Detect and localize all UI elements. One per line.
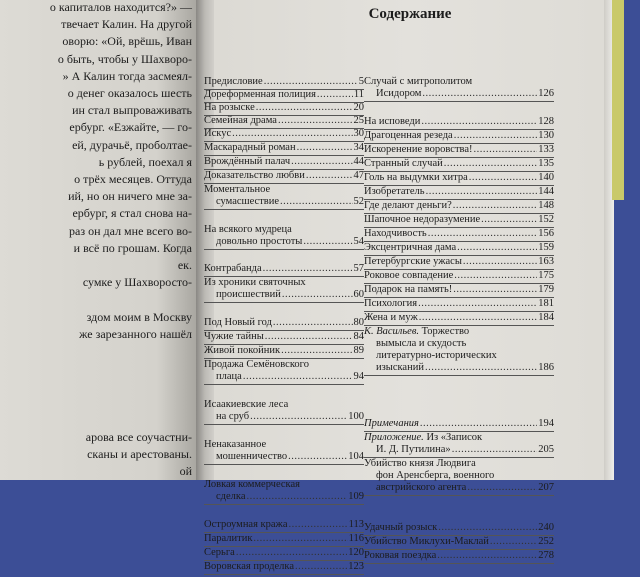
left-page-line: » А Калин тогда засмеял- xyxy=(62,68,192,83)
toc-page-number: 156 xyxy=(538,228,554,239)
toc-page-number: 113 xyxy=(348,519,364,530)
left-page-line: оворю: «Ой, врёшь, Иван xyxy=(62,34,192,49)
toc-entry-title: Психология xyxy=(364,298,418,309)
toc-entry-title: Случай с митрополитом xyxy=(364,76,473,87)
left-page-line: твечает Калин. На другой xyxy=(61,17,192,32)
toc-page-number: 144 xyxy=(538,186,554,197)
toc-page-number: 94 xyxy=(353,371,364,382)
toc-page-number: 116 xyxy=(348,533,364,544)
toc-entry-title: Врождённый палач xyxy=(204,156,291,167)
toc-entry-title: Предисловие xyxy=(204,76,263,87)
toc-leader-dots xyxy=(420,418,537,430)
toc-entry-title: Под Новый год xyxy=(204,317,272,328)
left-page-line: ь рублей, поехал я xyxy=(98,154,192,169)
toc-page-number: 84 xyxy=(353,331,364,342)
toc-entry-title: литературно-исторических xyxy=(376,350,497,361)
toc-entry xyxy=(204,224,364,252)
toc-page-number: 205 xyxy=(538,444,554,455)
toc-page-number: 252 xyxy=(538,536,554,547)
toc-entry-title: Остроумная кража xyxy=(204,519,288,530)
left-page-line: о капиталов находится?» — xyxy=(49,0,192,14)
toc-entry-author: Приложение. xyxy=(364,432,424,443)
toc-entry-title: Искоренение воровства! xyxy=(364,144,473,155)
toc-leader-dots xyxy=(421,116,537,128)
toc-entry-title: Голь на выдумки хитра xyxy=(364,172,468,183)
toc-entry-title: Шапочное недоразумение xyxy=(364,214,481,225)
toc-entry-title: Убийство Миклухи-Маклай xyxy=(364,536,489,547)
toc-entry-title: Живой покойник xyxy=(204,345,281,356)
toc-page-number: 130 xyxy=(538,130,554,141)
toc-underline xyxy=(204,302,364,303)
toc-entry-title: Эксцентричная дама xyxy=(364,242,457,253)
toc-entry-title: мошенничество xyxy=(216,451,288,462)
toc-page-number: 163 xyxy=(538,256,554,267)
toc-leader-dots xyxy=(474,144,538,156)
left-page-line: о трёх месяцев. Оттуда xyxy=(74,172,192,186)
toc-leader-dots xyxy=(418,298,537,310)
toc-page-number: 135 xyxy=(538,158,554,169)
toc-page-number: 20 xyxy=(353,102,364,113)
toc-page-number: 133 xyxy=(538,144,554,155)
toc-entry-title: Из «Записок xyxy=(426,432,483,443)
toc-leader-dots xyxy=(481,214,537,226)
toc-leader-dots xyxy=(264,76,358,88)
toc-entry-title: Исидором xyxy=(376,88,422,99)
toc-entry-title: Удачный розыск xyxy=(364,522,438,533)
toc-leader-dots xyxy=(250,411,347,423)
toc-entry-title: Где делают деньги? xyxy=(364,200,452,211)
toc-entry-title: происшествий xyxy=(216,289,281,300)
toc-leader-dots xyxy=(422,88,537,100)
yellow-book-cover xyxy=(612,0,624,200)
toc-leader-dots xyxy=(288,519,347,531)
toc-entry-title: Роковая поездка xyxy=(364,550,437,561)
toc-entry-title: Ненаказанное xyxy=(204,439,267,450)
toc-page-number: 186 xyxy=(538,362,554,373)
toc-entry-title: Воровская проделка xyxy=(204,561,295,572)
toc-entry xyxy=(204,479,364,507)
toc-page-number: 128 xyxy=(538,116,554,127)
toc-leader-dots xyxy=(306,170,353,182)
toc-page-number: 47 xyxy=(353,170,364,181)
toc-leader-dots xyxy=(454,130,538,142)
toc-entry-title: Чужие тайны xyxy=(204,331,264,342)
toc-entry-title: Паралитик xyxy=(204,533,253,544)
toc-leader-dots xyxy=(263,263,353,275)
toc-leader-dots xyxy=(425,362,537,374)
toc-entry-title: Моментальное xyxy=(204,184,271,195)
toc-leader-dots xyxy=(280,196,352,208)
toc-page-number: 60 xyxy=(353,289,364,300)
toc-leader-dots xyxy=(281,345,352,357)
toc-entry xyxy=(364,458,554,498)
toc-page-number: 152 xyxy=(538,214,554,225)
toc-leader-dots xyxy=(426,186,538,198)
toc-entry xyxy=(204,561,364,577)
toc-leader-dots xyxy=(303,236,352,248)
toc-entry-author: К. Васильев. xyxy=(364,326,419,337)
toc-page-number: 54 xyxy=(353,236,364,247)
left-page-line: ей, дурачьё, проболтае- xyxy=(72,137,192,152)
left-page-line: ек. xyxy=(177,258,192,272)
toc-page-number: 278 xyxy=(538,550,554,561)
toc-leader-dots xyxy=(243,371,353,383)
left-page xyxy=(0,0,196,480)
toc-underline xyxy=(204,574,364,575)
toc-entry-title: На исповеди xyxy=(364,116,421,127)
toc-entry-title: Убийство князя Людвига xyxy=(364,458,476,469)
toc-leader-dots xyxy=(463,256,537,268)
toc-leader-dots xyxy=(454,270,537,282)
toc-leader-dots xyxy=(457,242,537,254)
toc-entry-title: И. Д. Путилина» xyxy=(376,444,451,455)
right-page xyxy=(204,0,606,572)
toc-leader-dots xyxy=(444,158,538,170)
toc-leader-dots xyxy=(453,284,537,296)
toc-leader-dots xyxy=(438,522,537,534)
toc-entry-title: Драгоценная резеда xyxy=(364,130,453,141)
toc-page-number: 100 xyxy=(348,411,364,422)
toc-page-number: 11 xyxy=(353,89,364,100)
toc-page-number: 44 xyxy=(353,156,364,167)
toc-leader-dots xyxy=(469,172,537,184)
toc-entry-title: изысканий xyxy=(376,362,424,373)
toc-underline xyxy=(364,375,554,376)
toc-entry xyxy=(204,399,364,427)
toc-entry-title: Изобретатель xyxy=(364,186,425,197)
toc-leader-dots xyxy=(437,550,537,562)
toc-entry-title: Странный случай xyxy=(364,158,443,169)
toc-entry-title: Исаакиевские леса xyxy=(204,399,289,410)
toc-underline xyxy=(364,563,554,564)
toc-underline xyxy=(204,464,364,465)
toc-entry-title: Маскарадный роман xyxy=(204,142,296,153)
toc-entry xyxy=(364,550,554,566)
toc-entry-title: австрийского агента xyxy=(376,482,467,493)
left-page-line: здом моим в Москву xyxy=(86,309,192,324)
toc-underline xyxy=(364,495,554,496)
toc-entry-title: Из хроники святочных xyxy=(204,277,306,288)
toc-page-number: 179 xyxy=(538,284,554,295)
toc-leader-dots xyxy=(247,491,348,503)
toc-page-number: 159 xyxy=(538,242,554,253)
toc-page-number: 5 xyxy=(358,76,364,87)
toc-entry xyxy=(364,432,554,460)
toc-page-number: 184 xyxy=(538,312,554,323)
toc-entry-title: довольно простоты xyxy=(216,236,303,247)
toc-leader-dots xyxy=(278,115,353,127)
left-page-line: и всё по грошам. Когда xyxy=(73,240,192,255)
toc-leader-dots xyxy=(265,331,353,343)
toc-entry-title: Семейная драма xyxy=(204,115,277,126)
toc-underline xyxy=(364,101,554,102)
toc-entry-title: Серьга xyxy=(204,547,235,558)
toc-leader-dots xyxy=(232,128,352,140)
toc-page-number: 123 xyxy=(348,561,364,572)
page-title: Содержание xyxy=(368,6,452,22)
toc-entry xyxy=(364,326,554,378)
toc-page-number: 120 xyxy=(348,547,364,558)
toc-leader-dots xyxy=(236,547,347,559)
left-page-line: раз он дал мне всего во- xyxy=(69,223,192,238)
toc-entry-title: вымысла и скудость xyxy=(376,338,467,349)
toc-page-number: 52 xyxy=(353,196,364,207)
toc-entry xyxy=(364,76,554,104)
toc-entry-title: сделка xyxy=(216,491,246,502)
toc-entry-title: Петербургские ужасы xyxy=(364,256,462,267)
toc-entry-title: Подарок на память! xyxy=(364,284,453,295)
toc-page-number: 140 xyxy=(538,172,554,183)
toc-leader-dots xyxy=(295,561,347,573)
toc-entry-title: Дореформенная полиция xyxy=(204,89,316,100)
toc-page-number: 30 xyxy=(353,128,364,139)
toc-entry xyxy=(204,439,364,467)
toc-entry-title: фон Аренсберга, военного xyxy=(376,470,495,481)
left-page-line: сумке у Шахворосто- xyxy=(82,275,192,290)
toc-entry-title: Роковое совпадение xyxy=(364,270,454,281)
toc-page-number: 109 xyxy=(348,491,364,502)
toc-entry-title: плаца xyxy=(216,371,242,382)
toc-leader-dots xyxy=(282,289,353,301)
toc-leader-dots xyxy=(288,451,347,463)
toc-leader-dots xyxy=(256,102,353,114)
left-page-line: о денег оказалось шесть xyxy=(67,86,192,100)
toc-leader-dots xyxy=(490,536,537,548)
toc-entry-title: Искус xyxy=(204,128,232,139)
toc-entry-title: Примечания xyxy=(364,418,419,429)
toc-leader-dots xyxy=(317,89,353,101)
left-page-line: сканы и арестованы. xyxy=(87,447,192,462)
toc-underline xyxy=(204,424,364,425)
toc-entry-title: на сруб xyxy=(216,411,250,422)
toc-underline xyxy=(204,249,364,250)
left-page-line: ербург. «Езжайте, — го- xyxy=(69,120,192,135)
toc-leader-dots xyxy=(467,482,537,494)
toc-entry xyxy=(204,277,364,305)
toc-page-number: 80 xyxy=(353,317,364,328)
toc-entry xyxy=(204,184,364,212)
left-page-line: о быть, чтобы у Шахворо- xyxy=(57,51,192,66)
toc-entry-title: сумасшествие xyxy=(216,196,280,207)
toc-entry-title: Торжество xyxy=(421,326,470,337)
toc-page-number: 25 xyxy=(353,115,364,126)
toc-entry-title: Доказательство любви xyxy=(204,170,305,181)
toc-page-number: 181 xyxy=(538,298,554,309)
toc-page-number: 194 xyxy=(538,418,554,429)
toc-page-number: 207 xyxy=(538,482,554,493)
toc-entry-title: Контрабанда xyxy=(204,263,262,274)
left-page-line: ин стал выпроваживать xyxy=(72,103,192,118)
toc-entry-title: Ловкая коммерческая xyxy=(204,479,300,490)
toc-page-number: 175 xyxy=(538,270,554,281)
toc-page-number: 57 xyxy=(353,263,364,274)
left-page-line: ий, но он ничего мне за- xyxy=(68,189,192,204)
toc-underline xyxy=(204,504,364,505)
toc-page-number: 34 xyxy=(353,142,364,153)
toc-leader-dots xyxy=(297,142,353,154)
toc-leader-dots xyxy=(291,156,352,168)
toc-leader-dots xyxy=(453,200,538,212)
left-page-line: ой xyxy=(179,464,192,479)
toc-entry-title: Продажа Семёновского xyxy=(204,359,309,370)
toc-leader-dots xyxy=(452,444,538,456)
left-page-line: ербург, я стал снова на- xyxy=(72,206,192,221)
toc-leader-dots xyxy=(419,312,538,324)
toc-entry-title: Жена и муж xyxy=(364,312,418,323)
toc-page-number: 148 xyxy=(538,200,554,211)
toc-leader-dots xyxy=(253,533,347,545)
toc-leader-dots xyxy=(428,228,538,240)
toc-entry-title: На розыске xyxy=(204,102,255,113)
toc-page-number: 89 xyxy=(353,345,364,356)
left-page-line: арова все соучастни- xyxy=(85,430,192,444)
toc-page-number: 104 xyxy=(348,451,364,462)
toc-entry-title: Находчивость xyxy=(364,228,427,239)
toc-entry-title: На всякого мудреца xyxy=(204,224,292,235)
toc-underline xyxy=(204,209,364,210)
toc-page-number: 126 xyxy=(538,88,554,99)
toc-entry xyxy=(204,359,364,387)
left-page-line: же зарезанного нашёл xyxy=(79,326,192,341)
toc-page-number: 240 xyxy=(538,522,554,533)
toc-leader-dots xyxy=(273,317,353,329)
toc-underline xyxy=(204,384,364,385)
